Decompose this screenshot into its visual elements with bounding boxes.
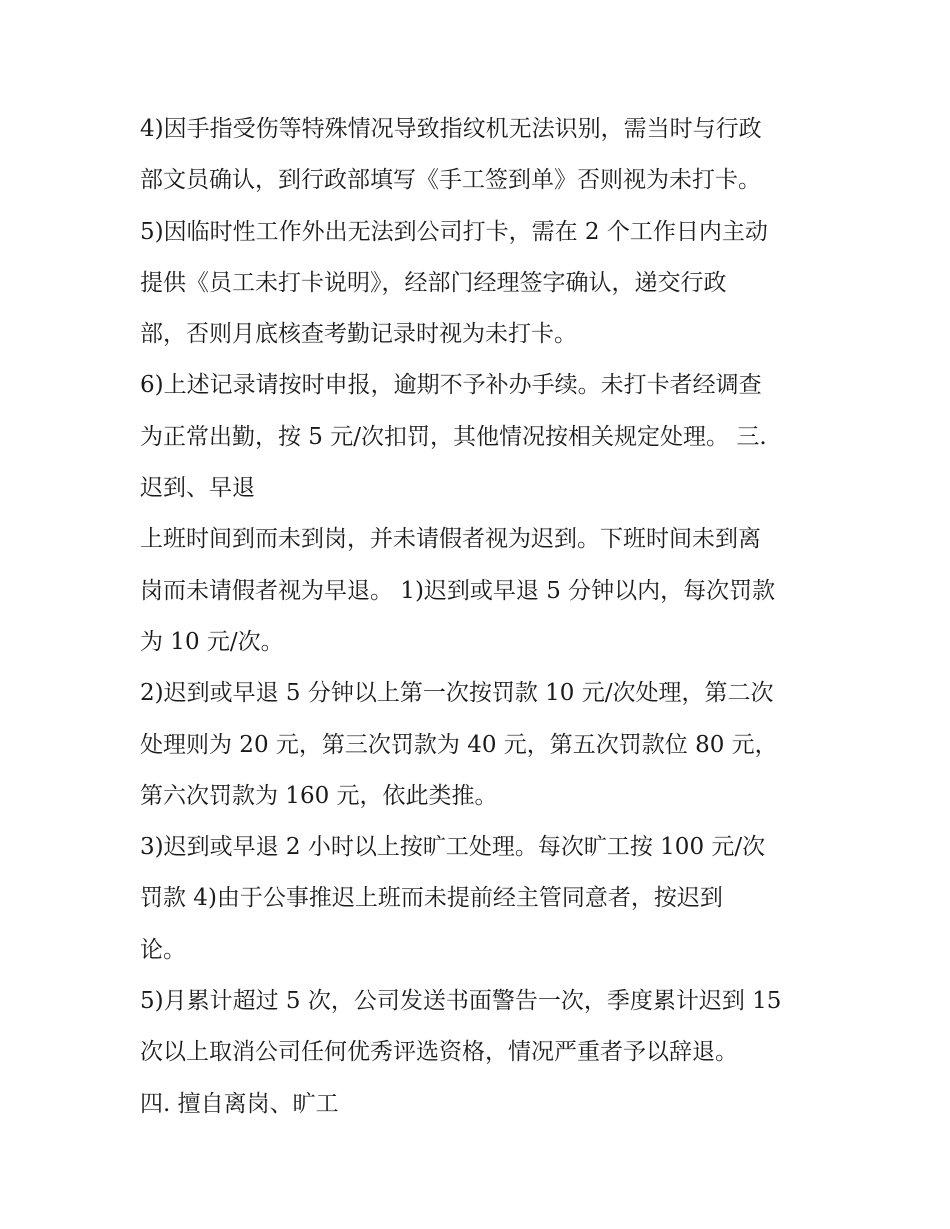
section-heading-late-early: 迟到、早退 — [140, 475, 255, 502]
text-line: 岗而未请假者视为早退。 1)迟到或早退 5 分钟以内，每次罚款 — [140, 577, 776, 604]
section-heading-absence: 四. 擅自离岗、旷工 — [140, 1090, 339, 1117]
text-line: 上班时间到而未到岗，并未请假者视为迟到。下班时间未到离 — [140, 526, 761, 553]
text-line: 部文员确认，到行政部填写《手工签到单》否则视为未打卡。 — [140, 167, 761, 194]
text-line: 为正常出勤，按 5 元/次扣罚，其他情况按相关规定处理。 三. — [140, 423, 767, 450]
text-line: 第六次罚款为 160 元，依此类推。 — [140, 782, 498, 809]
text-line: 罚款 4)由于公事推迟上班而未提前经主管同意者，按迟到 — [140, 885, 723, 912]
text-line: 次以上取消公司任何优秀评选资格，情况严重者予以辞退。 — [140, 1039, 738, 1066]
text-line: 4)因手指受伤等特殊情况导致指纹机无法识别，需当时与行政 — [140, 116, 762, 142]
text-line: 处理则为 20 元，第三次罚款为 40 元，第五次罚款位 80 元， — [140, 731, 778, 758]
text-line: 部，否则月底核查考勤记录时视为未打卡。 — [140, 321, 577, 348]
text-line: 论。 — [140, 936, 186, 963]
document-body — [140, 104, 820, 1130]
text-line: 为 10 元/次。 — [140, 628, 284, 655]
text-line: 3)迟到或早退 2 小时以上按旷工处理。每次旷工按 100 元/次 — [140, 834, 766, 861]
text-line: 5)因临时性工作外出无法到公司打卡，需在 2 个工作日内主动 — [140, 218, 768, 245]
text-line: 5)月累计超过 5 次，公司发送书面警告一次，季度累计迟到 15 — [140, 988, 782, 1015]
text-line: 提供《员工未打卡说明》，经部门经理签字确认，递交行政 — [140, 269, 727, 296]
text-line: 6)上述记录请按时申报，逾期不予补办手续。未打卡者经调查 — [140, 372, 762, 399]
text-line: 2)迟到或早退 5 分钟以上第一次按罚款 10 元/次处理，第二次 — [140, 680, 774, 707]
